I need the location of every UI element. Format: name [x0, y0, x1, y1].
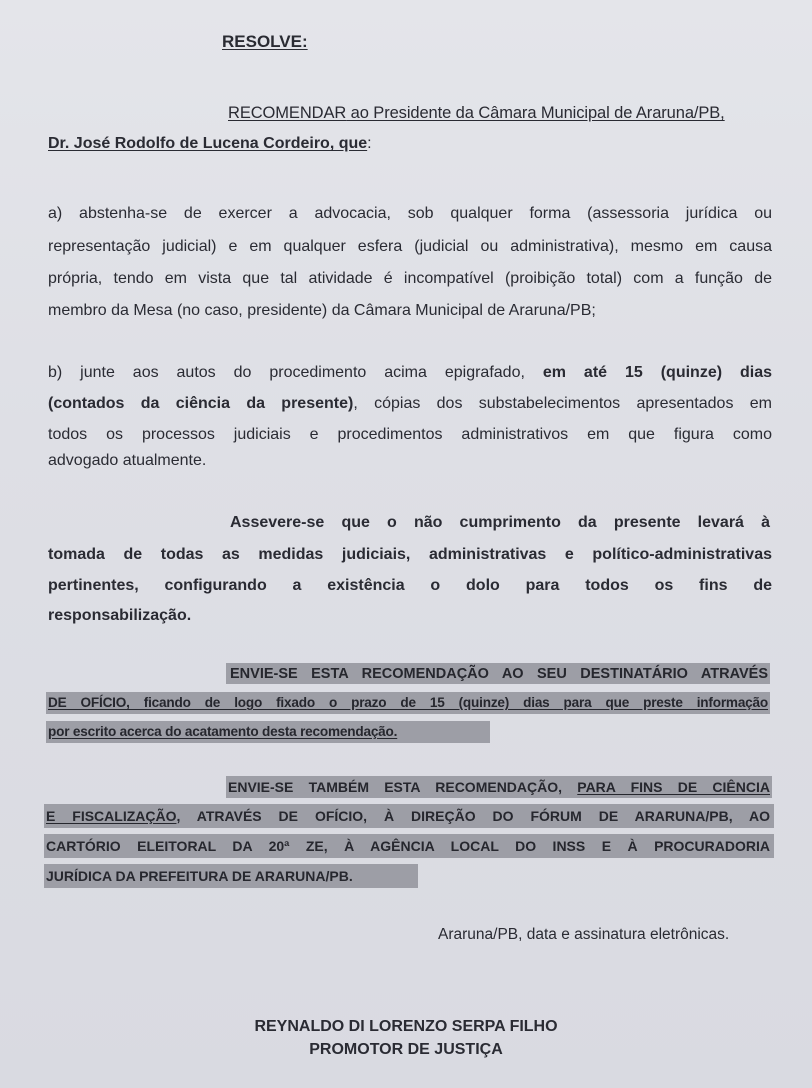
envie2-line-2a: E FISCALIZAÇÃO [46, 808, 177, 824]
item-a-line-3: própria, tendo em vista que tal atividade é incompatível (proibição total) com a função de [48, 270, 772, 287]
envie1-line-1: ENVIE-SE ESTA RECOMENDAÇÃO AO SEU DESTINATÁRIO ATRAVÉS [230, 666, 768, 682]
recipient-line [48, 134, 372, 154]
recipient-colon: : [367, 135, 372, 152]
envie2-line-1b: PARA FINS DE CIÊNCIA [577, 779, 770, 795]
item-a-line-2: representação judicial) e em qualquer esfera (judicial ou administrativa), mesmo em causa [48, 238, 772, 255]
recommend-verb: RECOMENDAR [228, 104, 347, 122]
recipient-name: Dr. José Rodolfo de Lucena Cordeiro, que [48, 135, 368, 152]
resolve-heading-text: RESOLVE: [222, 32, 308, 51]
envie2-line-1a: ENVIE-SE TAMBÉM ESTA RECOMENDAÇÃO, [228, 779, 578, 795]
recommend-rest: ao Presidente da Câmara Municipal de Araruna/PB, [346, 104, 725, 122]
resolve-heading [222, 32, 308, 52]
item-b-deadline: em até 15 (quinze) dias [542, 364, 772, 381]
envie2-line-4: JURÍDICA DA PREFEITURA DE ARARUNA/PB. [46, 868, 353, 884]
assevere-line-2: tomada de todas as medidas judiciais, administrativas e político-administrativas [48, 546, 772, 563]
item-b-line-4: advogado atualmente. [48, 452, 207, 469]
envie2-line-1 [228, 776, 770, 798]
signature-name: REYNALDO DI LORENZO SERPA FILHO [254, 1018, 558, 1035]
item-b-line-2-text: , cópias dos substabelecimentos apresentados em [353, 395, 772, 412]
place-date: Araruna/PB, data e assinatura eletrônicas. [438, 926, 730, 943]
item-b-line-1-text: b) junte aos autos do procedimento acima epigrafado, [48, 364, 543, 381]
envie2-line-2 [46, 805, 770, 827]
envie1-line-2: DE OFÍCIO, ficando de logo fixado o prazo de 15 (quinze) dias para que preste informação [48, 695, 768, 710]
item-b-line-3: todos os processos judiciais e procedimentos administrativos em que figura como [48, 426, 772, 443]
assevere-line-4: responsabilização. [48, 607, 192, 624]
item-b-line-1 [48, 363, 772, 383]
item-a-line-4: membro da Mesa (no caso, presidente) da Câmara Municipal de Araruna/PB; [48, 302, 596, 319]
item-a-line-1: a) abstenha-se de exercer a advocacia, sob qualquer forma (assessoria jurídica ou [48, 205, 772, 222]
item-b-line-2 [48, 394, 772, 414]
signature-title: PROMOTOR DE JUSTIÇA [309, 1041, 503, 1058]
assevere-line-1: Assevere-se que o não cumprimento da presente levará à [230, 514, 770, 531]
recommend-line [228, 103, 725, 123]
envie2-line-3: CARTÓRIO ELEITORAL DA 20ª ZE, À AGÊNCIA LOCAL DO INSS E À PROCURADORIA [46, 838, 770, 854]
assevere-line-3: pertinentes, configurando a existência o dolo para todos os fins de [48, 577, 772, 594]
envie1-line-3: por escrito acerca do acatamento desta recomendação. [48, 724, 398, 739]
envie2-line-2b: , ATRAVÉS DE OFÍCIO, À DIREÇÃO DO FÓRUM DE ARARUNA/PB, AO [176, 808, 771, 824]
item-b-counted: (contados da ciência da presente) [48, 395, 354, 412]
